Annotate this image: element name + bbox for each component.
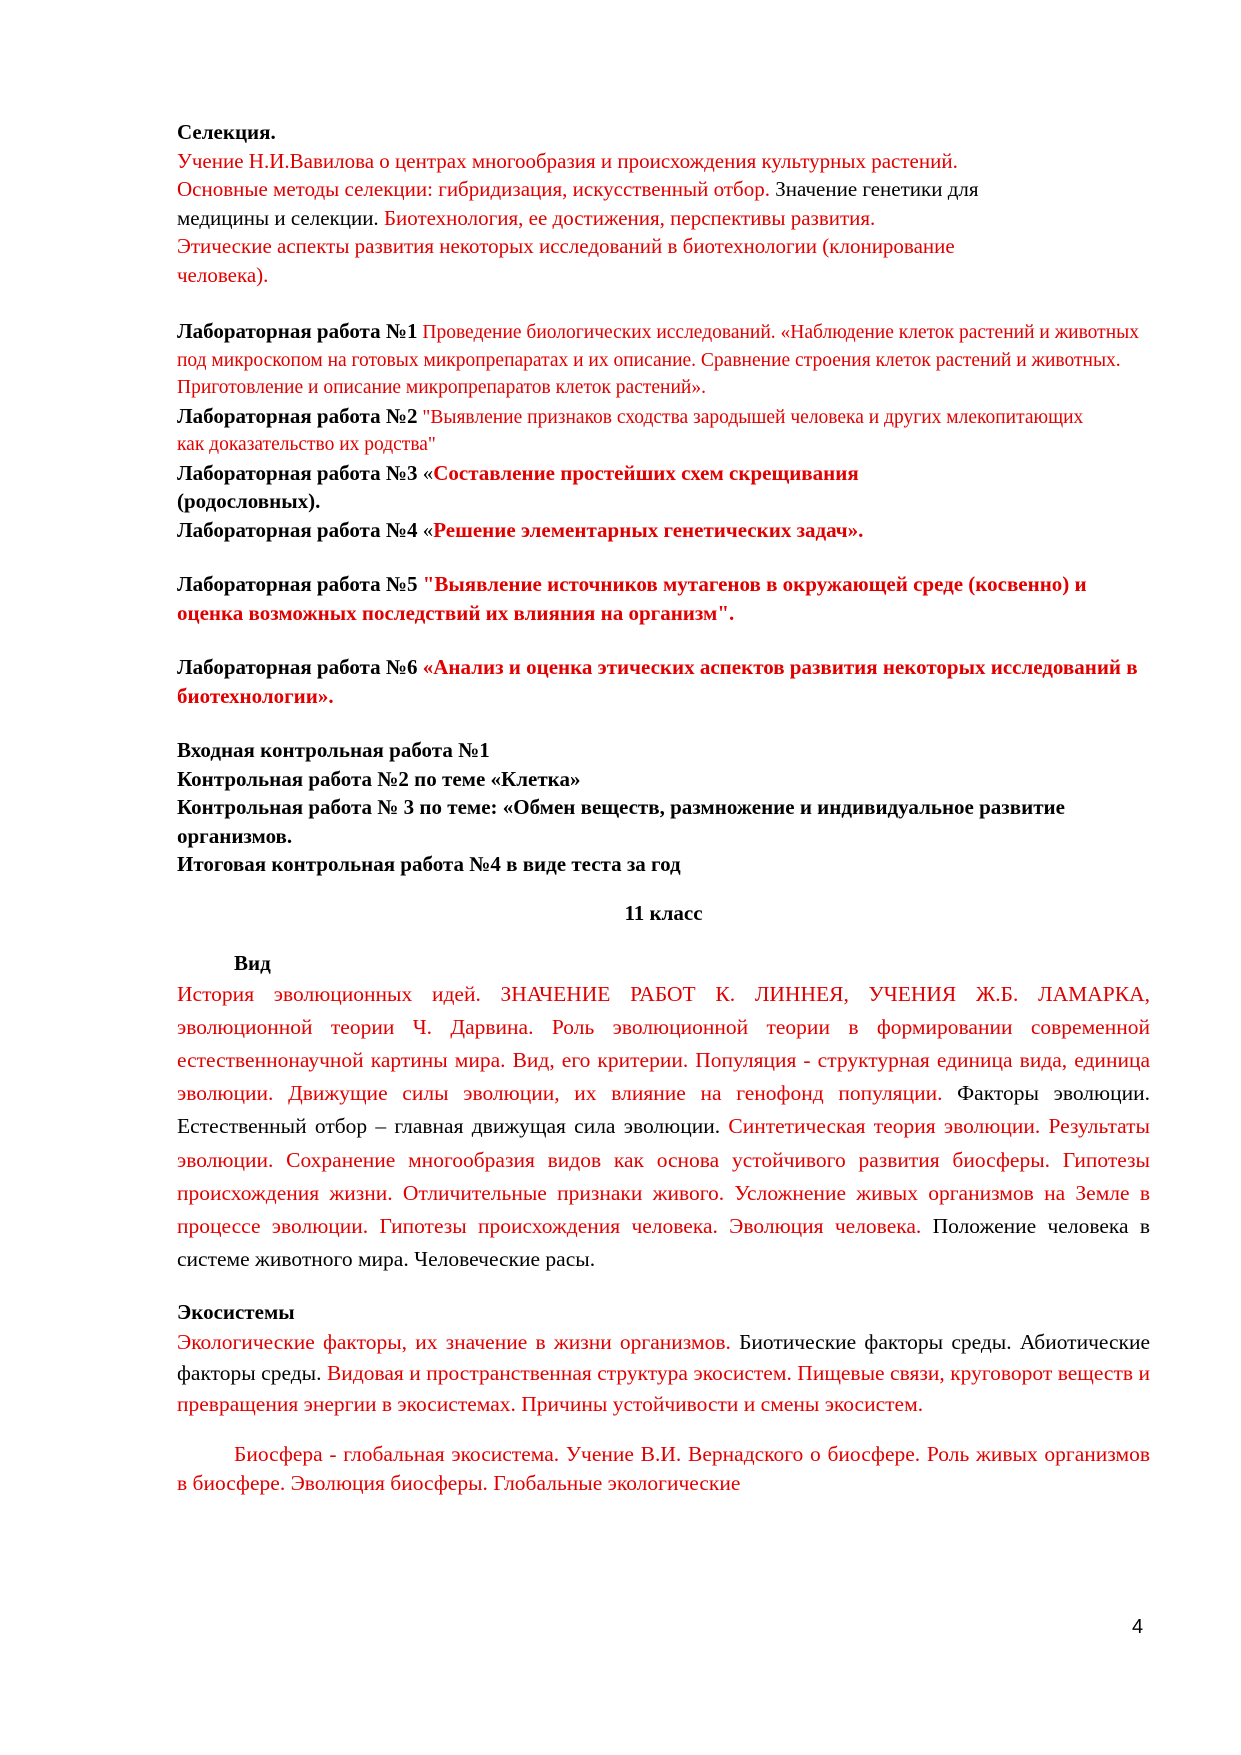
spacer [177, 289, 1150, 317]
spacer [177, 879, 1150, 899]
selection-line-4: Этические аспекты развития некоторых исследований в биотехнологии (клонирование [177, 234, 955, 258]
section-heading-species: Вид [234, 951, 271, 975]
lab-3: Лабораторная работа №3 «Составление простейших схем скрещивания (родословных). [177, 460, 859, 513]
lab-5: Лабораторная работа №5 "Выявление источников мутагенов в окружающей среде (косвенно) и оценка возможных последствий их влияния на организм". [177, 572, 1087, 625]
spacer [177, 1276, 1150, 1298]
section-heading-ecosystems: Экосистемы [177, 1300, 295, 1325]
test-3: Контрольная работа № 3 по теме: «Обмен веществ, размножение и индивидуальное развитие организмов. [177, 795, 1065, 848]
spacer [177, 927, 1150, 949]
test-4: Итоговая контрольная работа №4 в виде теста за год [177, 852, 681, 876]
ecosystems-paragraph: Экологические факторы, их значение в жизни организмов. Биотические факторы среды. Абиотические факторы среды. Видовая и пространственная структура экосистем. Пищевые связи, круговорот веществ и превращения энергии в экосистемах. Причины устойчивости и смены экосистем. [177, 1329, 1151, 1416]
page-number: 4 [1132, 1616, 1144, 1638]
test-1: Входная контрольная работа №1 [177, 738, 490, 762]
section-heading-selection: Селекция. [177, 120, 276, 144]
selection-line-5: человека). [177, 262, 269, 287]
selection-line-2: Основные методы селекции: гибридизация, искусственный отбор. Значение генетики для [177, 177, 979, 201]
lab-2: Лабораторная работа №2 "Выявление признаков сходства зародышей человека и других млекопитающих как доказательство их родства" [177, 403, 1084, 455]
grade-heading: 11 класс [624, 900, 703, 925]
species-paragraph: История эволюционных идей. ЗНАЧЕНИЕ РАБОТ К. ЛИННЕЯ, УЧЕНИЯ Ж.Б. ЛАМАРКА, эволюционной теории Ч. Дарвина. Роль эволюционной теории в формировании современной естественнонаучной картины мира. Вид, его критерии. Популяция - структурная единица вида, единица эволюции. Движущие силы эволюции, их влияние на генофонд популяции. Факторы эволюции. Естественный отбор – главная движущая сила эволюции. Синтетическая теория эволюции. Результаты эволюции. Сохранение многообразия видов как основа устойчивого развития биосферы. Гипотезы происхождения жизни. Отличительные признаки живого. Усложнение живых организмов на Земле в процессе эволюции. Гипотезы происхождения человека. Эволюция человека. Положение человека в системе животного мира. Человеческие расы. [177, 981, 1151, 1272]
lab-6: Лабораторная работа №6 «Анализ и оценка этических аспектов развития некоторых исследований в биотехнологии». [177, 655, 1138, 708]
test-2: Контрольная работа №2 по теме «Клетка» [177, 766, 581, 791]
biosphere-paragraph: Биосфера - глобальная экосистема. Учение В.И. Вернадского о биосфере. Роль живых организмов в биосфере. Эволюция биосферы. Глобальные экологические [177, 1441, 1150, 1495]
lab-1: Лабораторная работа №1 Проведение биологических исследований. «Наблюдение клеток растений и животных под микроскопом на готовых микропрепаратах и их описание. Сравнение строения клеток растений и животных. Приготовление и описание микропрепаратов клеток растений». [177, 319, 1139, 398]
spacer [177, 710, 1150, 736]
selection-line-3: медицины и селекции. Биотехнология, ее достижения, перспективы развития. [177, 205, 876, 230]
document-page [177, 118, 1150, 1498]
selection-line-1: Учение Н.И.Вавилова о центрах многообразия и происхождения культурных растений. [177, 148, 958, 173]
lab-4: Лабораторная работа №4 «Решение элементарных генетических задач». [177, 517, 864, 542]
spacer [177, 1420, 1150, 1440]
spacer [177, 544, 1150, 570]
spacer [177, 627, 1150, 653]
